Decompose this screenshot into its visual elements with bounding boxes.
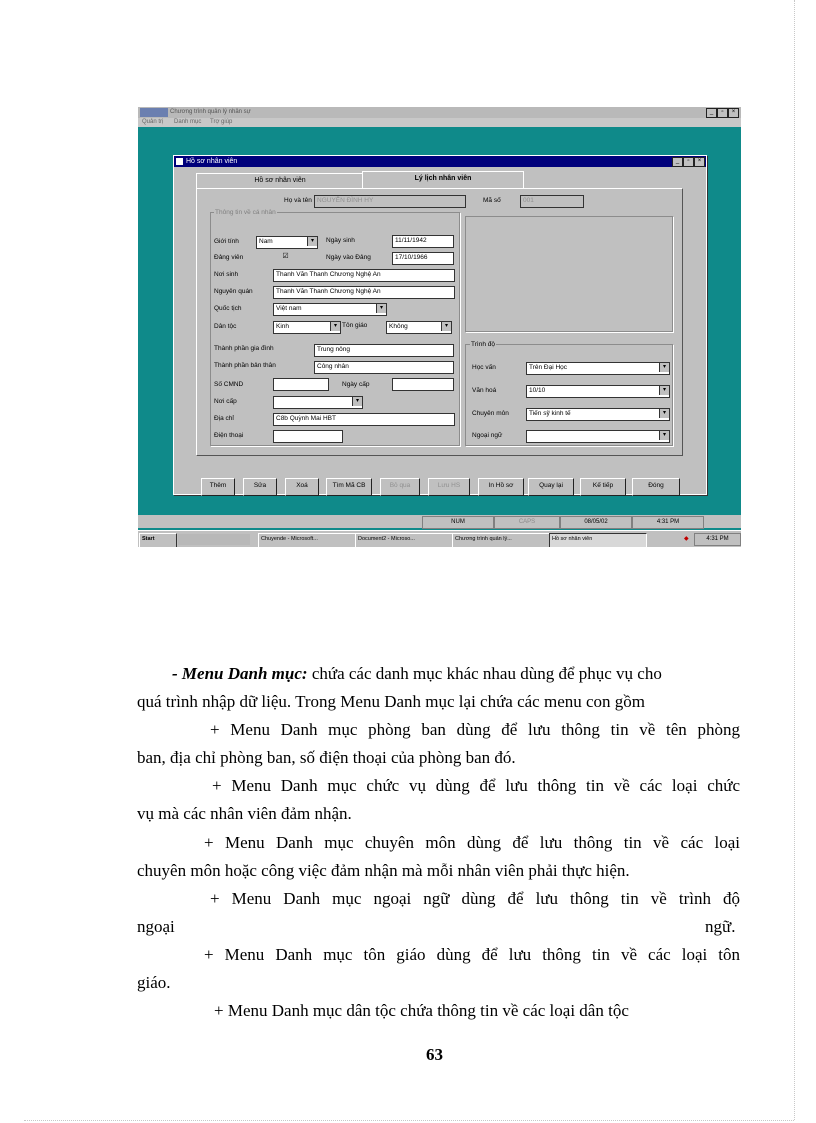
name-field[interactable]: NGUYỄN ĐÌNH HY bbox=[314, 195, 466, 208]
close-button[interactable]: Đóng bbox=[632, 478, 680, 496]
num-indicator: NUM bbox=[422, 516, 494, 529]
app-icon bbox=[140, 108, 168, 117]
issue-place-select[interactable] bbox=[273, 396, 363, 409]
item-chuc-vu-line-1: + Menu Danh mục chức vụ dùng để lưu thông tin về các loại chức bbox=[212, 776, 740, 795]
next-button[interactable]: Kế tiếp bbox=[580, 478, 626, 496]
chevron-down-icon[interactable]: ▾ bbox=[307, 237, 317, 246]
religion-value: Không bbox=[389, 323, 408, 330]
para-1-line-2: quá trình nhập dữ liệu. Trong Menu Danh mục lại chứa các menu con gồm bbox=[137, 692, 646, 711]
menu-danh-muc[interactable]: Danh mục bbox=[174, 119, 202, 125]
name-label: Họ và tên bbox=[284, 197, 312, 204]
page-number: 63 bbox=[426, 1045, 443, 1064]
cmnd-field[interactable] bbox=[273, 378, 329, 391]
self-label: Thành phần bản thân bbox=[214, 362, 276, 369]
page-bottom-border bbox=[24, 1120, 794, 1121]
dob-field[interactable]: 11/11/1942 bbox=[392, 235, 454, 248]
birthplace-label: Nơi sinh bbox=[214, 271, 239, 278]
screenshot-image bbox=[138, 107, 741, 547]
taskbar-item-document2[interactable]: Document2 - Microso... bbox=[355, 533, 453, 547]
quick-launch-icons[interactable] bbox=[178, 534, 250, 545]
ethnic-select[interactable] bbox=[273, 321, 341, 334]
chevron-down-icon[interactable]: ▾ bbox=[352, 397, 362, 406]
edit-button[interactable]: Sửa bbox=[243, 478, 277, 496]
item-phong-ban-line-2: ban, địa chỉ phòng ban, số điện thoại của phòng ban đó. bbox=[137, 748, 516, 767]
issue-date-label: Ngày cấp bbox=[342, 381, 370, 388]
id-label: Mã số bbox=[483, 197, 501, 204]
close-icon[interactable]: × bbox=[728, 108, 739, 118]
item-chuyen-mon-line-2: chuyên môn hoặc công việc đảm nhận mà mỗi nhân viên phải thực hiện. bbox=[137, 861, 630, 880]
chevron-down-icon[interactable]: ▾ bbox=[330, 322, 340, 331]
item-phong-ban-line-1: + Menu Danh mục phòng ban dùng để lưu thông tin về tên phòng bbox=[210, 720, 740, 739]
back-button[interactable]: Quay lại bbox=[528, 478, 574, 496]
tab-ho-so[interactable]: Hồ sơ nhân viên bbox=[196, 173, 364, 189]
culture-value: 10/10 bbox=[529, 387, 546, 394]
gender-select[interactable] bbox=[256, 236, 318, 249]
ethnic-label: Dân tộc bbox=[214, 323, 237, 330]
print-button[interactable]: In Hồ sơ bbox=[478, 478, 524, 496]
start-button[interactable]: Start bbox=[139, 533, 177, 547]
menu-tro-giup[interactable]: Trợ giúp bbox=[210, 119, 233, 125]
item-chuyen-mon-line-1: + Menu Danh mục chuyên môn dùng để lưu thông tin về các loại bbox=[204, 833, 740, 852]
taskbar-item-chuyende[interactable]: Chuyende - Microsoft... bbox=[258, 533, 356, 547]
dialog-maximize-icon[interactable]: ▫ bbox=[683, 157, 694, 167]
language-label: Ngoại ngữ bbox=[472, 432, 503, 439]
chevron-down-icon[interactable]: ▾ bbox=[376, 304, 386, 313]
item-dan-toc-line-1: + Menu Danh mục dân tộc chứa thông tin về các loại dân tộc bbox=[214, 1001, 629, 1020]
taskbar-clock: 4:31 PM bbox=[694, 533, 741, 546]
para-1-text: chứa các danh mục khác nhau dùng để phục vụ cho bbox=[307, 664, 662, 683]
chevron-down-icon[interactable]: ▾ bbox=[659, 431, 669, 440]
item-ngoai-ngu-line-1: + Menu Danh mục ngoại ngữ dùng để lưu thông tin về trình độ bbox=[210, 889, 740, 908]
family-label: Thành phần gia đình bbox=[214, 345, 274, 352]
taskbar bbox=[138, 530, 741, 547]
app-title: Chương trình quản lý nhân sự bbox=[170, 109, 251, 115]
religion-label: Tôn giáo bbox=[342, 322, 368, 329]
item-ngoai-ngu-line-2b: ngữ. bbox=[705, 917, 736, 936]
major-label: Chuyên môn bbox=[472, 410, 509, 417]
taskbar-item-chuong-trinh[interactable]: Chương trình quản lý... bbox=[452, 533, 550, 547]
menu-quan-tri[interactable]: Quản trị bbox=[142, 119, 164, 125]
app-title-bar bbox=[138, 107, 741, 118]
major-select[interactable] bbox=[526, 408, 670, 421]
issue-date-field[interactable] bbox=[392, 378, 454, 391]
address-field[interactable]: C8b Quỳnh Mai HBT bbox=[273, 413, 455, 426]
party-label: Đảng viên bbox=[214, 254, 244, 261]
dialog-icon bbox=[176, 158, 183, 165]
cmnd-label: Số CMND bbox=[214, 381, 244, 388]
dialog-title: Hồ sơ nhân viên bbox=[186, 158, 238, 165]
dob-label: Ngày sinh bbox=[326, 237, 355, 244]
academic-label: Học vấn bbox=[472, 364, 496, 371]
personal-group-title: Thông tin về cá nhân bbox=[215, 209, 276, 216]
caps-indicator: CAPS bbox=[494, 516, 560, 529]
item-ngoai-ngu-line-2a: ngoại bbox=[137, 917, 175, 936]
self-field[interactable]: Công nhân bbox=[314, 361, 454, 374]
academic-select[interactable] bbox=[526, 362, 670, 375]
item-ton-giao-line-1: + Menu Danh mục tôn giáo dùng để lưu thông tin về các loại tôn bbox=[204, 945, 740, 964]
para-menu-danh-muc bbox=[172, 662, 662, 686]
taskbar-item-ho-so[interactable]: Hồ sơ nhân viên bbox=[549, 533, 647, 547]
culture-select[interactable] bbox=[526, 385, 670, 398]
party-date-field[interactable]: 17/10/1966 bbox=[392, 252, 454, 265]
skip-button[interactable]: Bỏ qua bbox=[380, 478, 420, 496]
status-date: 08/05/02 bbox=[560, 516, 632, 529]
delete-button[interactable]: Xoá bbox=[285, 478, 319, 496]
chevron-down-icon[interactable]: ▾ bbox=[441, 322, 451, 331]
address-label: Địa chỉ bbox=[214, 415, 234, 422]
ethnic-value: Kinh bbox=[276, 323, 290, 330]
level-group-title: Trình độ bbox=[471, 341, 495, 348]
gender-value: Nam bbox=[259, 238, 273, 245]
phone-field[interactable] bbox=[273, 430, 343, 443]
employee-dialog bbox=[173, 155, 707, 495]
academic-value: Trên Đại Học bbox=[529, 364, 568, 371]
find-button[interactable]: Tìm Mã CB bbox=[326, 478, 372, 496]
nationality-select[interactable] bbox=[273, 303, 387, 316]
tray-icon: ◆ bbox=[684, 536, 689, 542]
menu-danh-muc-heading: - Menu Danh mục: bbox=[172, 664, 308, 683]
maximize-icon[interactable]: ▫ bbox=[717, 108, 728, 118]
item-chuc-vu-line-2: vụ mà các nhân viên đảm nhận. bbox=[137, 804, 352, 823]
party-date-label: Ngày vào Đảng bbox=[326, 254, 371, 261]
culture-label: Văn hoá bbox=[472, 387, 497, 394]
add-button[interactable]: Thêm bbox=[201, 478, 235, 496]
status-time: 4:31 PM bbox=[632, 516, 704, 529]
hometown-field[interactable]: Thanh Văn Thanh Chương Nghệ An bbox=[273, 286, 455, 299]
chevron-down-icon[interactable]: ▾ bbox=[659, 363, 669, 372]
birthplace-field[interactable]: Thanh Văn Thanh Chương Nghệ An bbox=[273, 269, 455, 282]
chevron-down-icon[interactable]: ▾ bbox=[659, 409, 669, 418]
major-value: Tiến sỹ kinh tế bbox=[529, 410, 571, 417]
language-select[interactable] bbox=[526, 430, 670, 443]
party-checkbox[interactable]: ☑ bbox=[282, 253, 289, 260]
save-button[interactable]: Lưu HS bbox=[428, 478, 470, 496]
dialog-minimize-icon[interactable]: _ bbox=[672, 157, 683, 167]
nationality-label: Quốc tịch bbox=[214, 305, 242, 312]
dialog-close-icon[interactable]: × bbox=[694, 157, 705, 167]
page-right-border bbox=[794, 0, 795, 1120]
religion-select[interactable] bbox=[386, 321, 452, 334]
chevron-down-icon[interactable]: ▾ bbox=[659, 386, 669, 395]
status-bar bbox=[138, 515, 741, 528]
item-ton-giao-line-2: giáo. bbox=[137, 973, 171, 992]
phone-label: Điện thoại bbox=[214, 432, 244, 439]
gender-label: Giới tính bbox=[214, 238, 239, 245]
id-field[interactable]: 001 bbox=[520, 195, 584, 208]
photo-frame bbox=[465, 216, 673, 332]
minimize-icon[interactable]: _ bbox=[706, 108, 717, 118]
nationality-value: Việt nam bbox=[276, 305, 302, 312]
app-menu-bar bbox=[138, 118, 741, 127]
hometown-label: Nguyên quán bbox=[214, 288, 253, 295]
tab-ly-lich[interactable]: Lý lịch nhân viên bbox=[362, 171, 524, 189]
family-field[interactable]: Trung nông bbox=[314, 344, 454, 357]
dialog-title-bar bbox=[174, 156, 706, 167]
issue-place-label: Nơi cấp bbox=[214, 398, 237, 405]
